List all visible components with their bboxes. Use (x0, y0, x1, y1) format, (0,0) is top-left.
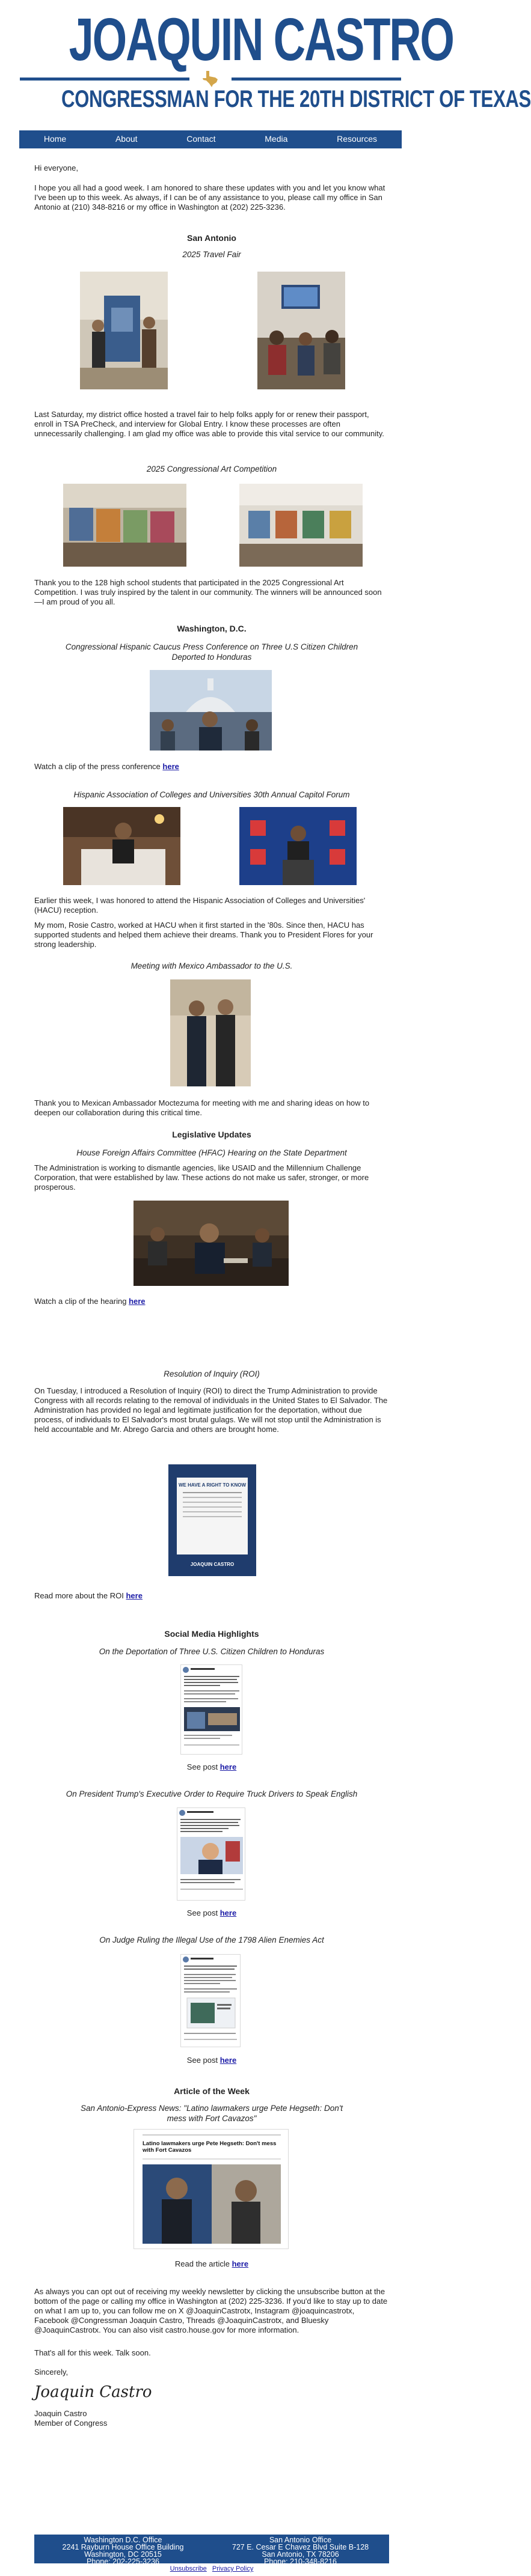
top-navigation (19, 130, 402, 148)
closing-paragraph: As always you can opt out of receiving my weekly newsletter by clicking the unsubscribe button at the bottom of the page or calling my office in Washington at (202) 225-3236. If you'd like to stay up to date on what I am up to, you can follow me on X @JoaquinCastrotx, Instagram @joaquincastrotx, Facebook @Congressman Joaquin Castro, Threads @JoaquinCastrotx, and Bluesky @JoaquinCastrotx. You can also visit castro.house.gov for more information. (34, 2287, 388, 2334)
article-screenshot-headline: Latino lawmakers urge Pete Hegseth: Don't mess with Fort Cavazos (143, 2140, 277, 2154)
roi-read-more-link[interactable]: here (126, 1591, 143, 1600)
section-heading-legislative: Legislative Updates (172, 1130, 251, 1139)
dc-office-phone: Phone: 202-225-3236 (87, 2557, 159, 2566)
travel-fair-photo-1 (80, 272, 168, 389)
chc-press-conference-photo (150, 670, 272, 751)
article-photo (143, 2164, 281, 2244)
mexico-ambassador-photo (170, 979, 251, 1086)
nav-resources[interactable]: Resources (337, 134, 378, 144)
social-post-1-title: On the Deportation of Three U.S. Citizen Children to Honduras (99, 1647, 325, 1656)
social-post-3-link[interactable]: here (219, 2056, 237, 2065)
article-read-link[interactable]: here (232, 2259, 249, 2268)
social-post-3-see-line (34, 2056, 389, 2065)
intro-paragraph: I hope you all had a good week. I am honored to share these updates with you and let you know what I've been up to this week. As always, if I can be of any assistance to you, please call my office in San Antonio at (210) 348-8216 or my office in Washington at (202) 225-3236. (34, 183, 385, 212)
social-post-3-title: On Judge Ruling the Illegal Use of the 1798 Alien Enemies Act (99, 1935, 324, 1944)
sa-office-line2: San Antonio, TX 78206 (262, 2550, 339, 2559)
sa-office-phone: Phone: 210-348-8216 (264, 2557, 337, 2566)
social-post-1-see-text: See post (186, 1762, 220, 1771)
social-post-2-see-text: See post (186, 1908, 220, 1917)
art-competition-photo-1 (63, 484, 186, 567)
roi-doc-line (183, 1502, 242, 1503)
masthead (0, 0, 531, 132)
roi-read-more-line (34, 1591, 389, 1601)
unsubscribe-link[interactable]: Unsubscribe (170, 2565, 207, 2572)
social-post-1-link[interactable]: here (219, 1762, 237, 1771)
art-competition-photo-2 (239, 484, 363, 567)
art-competition-paragraph: Thank you to the 128 high school students that participated in the 2025 Congressional Art Competition. I was truly inspired by the talent in our community. The winners will be announced soon—I am proud of you all. (34, 578, 382, 606)
masthead-rule-right (232, 78, 401, 81)
social-post-2-link[interactable]: here (219, 1908, 237, 1917)
hfac-clip-text: Watch a clip of the hearing (34, 1297, 129, 1306)
sa-office-label: San Antonio Office (269, 2536, 332, 2544)
dc-office-label: Washington D.C. Office (84, 2536, 162, 2544)
signoff-name: Joaquin Castro (34, 2409, 87, 2418)
privacy-policy-link[interactable]: Privacy Policy (212, 2565, 254, 2572)
sa-office-line1: 727 E. Cesar E Chavez Blvd Suite B-128 (232, 2543, 369, 2551)
travel-fair-photo-2 (257, 272, 345, 389)
social-post-2-screenshot (177, 1807, 245, 1901)
social-post-3-see-text: See post (186, 2056, 220, 2065)
footer-links (34, 2565, 389, 2573)
roi-read-more-text: Read more about the ROI (34, 1591, 126, 1600)
talk-soon-line: That's all for this week. Talk soon. (34, 2348, 151, 2357)
nav-about[interactable]: About (115, 134, 138, 144)
roi-document (177, 1478, 248, 1554)
texas-map-icon (201, 70, 219, 88)
chc-clip-text: Watch a clip of the press conference (34, 762, 163, 771)
roi-doc-line (183, 1492, 242, 1493)
social-post-3-screenshot (180, 1954, 241, 2047)
mexico-ambassador-paragraph: Thank you to Mexican Ambassador Moctezuma for meeting with me and sharing ideas on how to deepen our collaboration during this critical time. (34, 1098, 370, 1117)
chc-clip-link[interactable]: here (162, 762, 179, 771)
travel-fair-title: 2025 Travel Fair (182, 250, 241, 259)
social-post-2-title: On President Trump's Executive Order to Require Truck Drivers to Speak English (66, 1789, 358, 1798)
hacu-paragraph-1: Earlier this week, I was honored to attend the Hispanic Association of Colleges and Universities' (HACU) reception. (34, 896, 366, 915)
masthead-subtitle: CONGRESSMAN FOR THE 20TH DISTRICT OF TEXAS (61, 86, 531, 112)
section-heading-san-antonio: San Antonio (187, 233, 236, 243)
article-screenshot (134, 2129, 289, 2249)
masthead-rule-left (20, 78, 189, 81)
hacu-title: Hispanic Association of Colleges and Universities 30th Annual Capitol Forum (73, 790, 350, 799)
dc-office-fax: Fax: 202-225-1915 (91, 2565, 155, 2573)
hacu-paragraph-2: My mom, Rosie Castro, worked at HACU when it first started in the '80s. Since then, HACU has supported students and helped them achieve their dreams. Thank you to President Flores for your strong leadership. (34, 921, 373, 949)
roi-doc-line (183, 1506, 242, 1508)
roi-doc-line (183, 1497, 242, 1498)
hacu-photo-2 (239, 807, 357, 885)
section-heading-article: Article of the Week (174, 2086, 250, 2096)
greeting: Hi everyone, (34, 163, 78, 172)
masthead-name: JOAQUIN CASTRO (69, 6, 453, 73)
hacu-photo-1 (63, 807, 180, 885)
social-post-1-screenshot (180, 1664, 242, 1755)
roi-graphic (168, 1464, 256, 1576)
roi-paragraph: On Tuesday, I introduced a Resolution of Inquiry (ROI) to direct the Trump Administration to provide Congress with all records relating to the removal of individuals in the United States to El Salvador. The Administration has provided no legal and legitimate justification for the deportation, without due process, of individuals to El Salvador's most brutal gulags. We will not stop until the Administration is held accountable and Mr. Abrego Garcia and others are brought home. (34, 1386, 388, 1434)
mexico-ambassador-title: Meeting with Mexico Ambassador to the U.S. (130, 961, 293, 970)
travel-fair-paragraph: Last Saturday, my district office hosted a travel fair to help folks apply for or renew their passport, enroll in TSA PreCheck, and interview for Global Entry. I know these processes are often unnecessarily challenging. I am glad my office was able to provide this vital service to our community. (34, 410, 384, 438)
dc-office-line1: 2241 Rayburn House Office Building (62, 2543, 184, 2551)
social-post-2-see-line (34, 1908, 389, 1918)
roi-graphic-title: WE HAVE A RIGHT TO KNOW (179, 1482, 246, 1488)
section-heading-social: Social Media Highlights (164, 1629, 259, 1639)
dc-office-line2: Washington, DC 20515 (84, 2550, 162, 2559)
article-title: San Antonio-Express News: "Latino lawmakers urge Pete Hegseth: Don't mess with Fort Cavazos" (80, 2104, 343, 2124)
roi-graphic-footer: JOAQUIN CASTRO (190, 1562, 235, 1567)
sincerely-line: Sincerely, (34, 2367, 69, 2377)
roi-title: Resolution of Inquiry (ROI) (164, 1369, 260, 1378)
section-heading-washington: Washington, D.C. (177, 624, 247, 633)
chc-press-conference-title: Congressional Hispanic Caucus Press Conference on Three U.S Citizen Children Deported to Honduras (65, 642, 358, 662)
art-competition-title: 2025 Congressional Art Competition (146, 464, 277, 473)
signature: Joaquin Castro (34, 2383, 152, 2401)
sa-office-fax: Fax: 210-979-0737 (268, 2565, 333, 2573)
hfac-title: House Foreign Affairs Committee (HFAC) Hearing on the State Department (76, 1148, 347, 1157)
roi-doc-line (183, 1511, 242, 1512)
article-read-line (34, 2259, 389, 2269)
article-top-rule (143, 2134, 281, 2136)
nav-home[interactable]: Home (43, 134, 67, 144)
roi-doc-line (183, 1516, 242, 1517)
article-read-text: Read the article (174, 2259, 232, 2268)
hfac-clip-link[interactable]: here (129, 1297, 146, 1306)
nav-media[interactable]: Media (265, 134, 288, 144)
hfac-hearing-photo (134, 1201, 289, 1286)
hfac-clip-line (34, 1297, 389, 1306)
signoff-role: Member of Congress (34, 2419, 108, 2428)
hfac-paragraph: The Administration is working to dismantle agencies, like USAID and the Millennium Challenge Corporation, that were established by law. These actions do not make us safer, stronger, or more prosperous. (34, 1163, 369, 1192)
nav-contact[interactable]: Contact (186, 134, 216, 144)
social-post-1-see-line (34, 1762, 389, 1772)
article-byline-rule (143, 2158, 281, 2160)
chc-clip-line (34, 762, 389, 772)
